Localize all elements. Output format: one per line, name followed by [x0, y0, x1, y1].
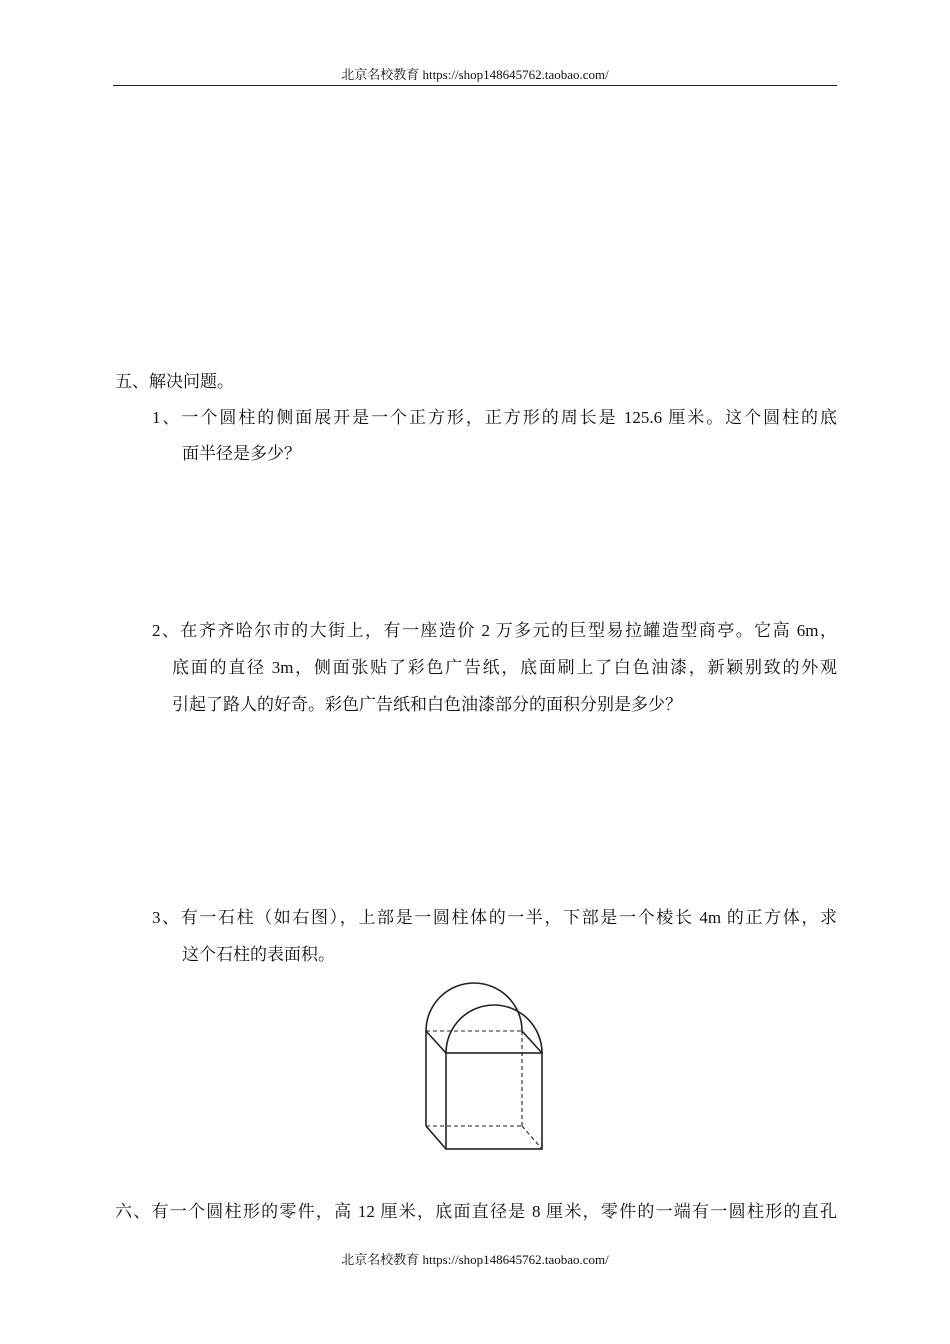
q1-line1: 1、一个圆柱的侧面展开是一个正方形，正方形的周长是 125.6 厘米。这个圆柱的底	[152, 408, 837, 427]
page-footer: 北京名校教育 https://shop148645762.taobao.com/	[341, 1252, 609, 1267]
header-divider	[113, 85, 837, 86]
q2-line2: 底面的直径 3m，侧面张贴了彩色广告纸，底面刷上了白色油漆，新颖别致的外观	[172, 658, 837, 677]
front-arc	[446, 1005, 542, 1053]
q3-line2: 这个石柱的表面积。	[182, 945, 335, 964]
q2-line3: 引起了路人的好奇。彩色广告纸和白色油漆部分的面积分别是多少？	[172, 695, 682, 714]
q1-line2: 面半径是多少？	[182, 444, 301, 463]
stone-pillar-diagram	[418, 978, 552, 1158]
front-face	[446, 1053, 542, 1149]
q2-line1: 2、在齐齐哈尔市的大街上，有一座造价 2 万多元的巨型易拉罐造型商亭。它高 6m，	[152, 621, 837, 640]
q3-line1: 3、有一石柱（如右图），上部是一圆柱体的一半，下部是一个棱长 4m 的正方体，求	[152, 908, 837, 927]
page-header: 北京名校教育 https://shop148645762.taobao.com/	[341, 67, 609, 82]
section6-line1: 六、有一个圆柱形的零件，高 12 厘米，底面直径是 8 厘米，零件的一端有一圆柱形的直孔	[115, 1202, 837, 1221]
section5-title: 五、解决问题。	[115, 372, 234, 391]
